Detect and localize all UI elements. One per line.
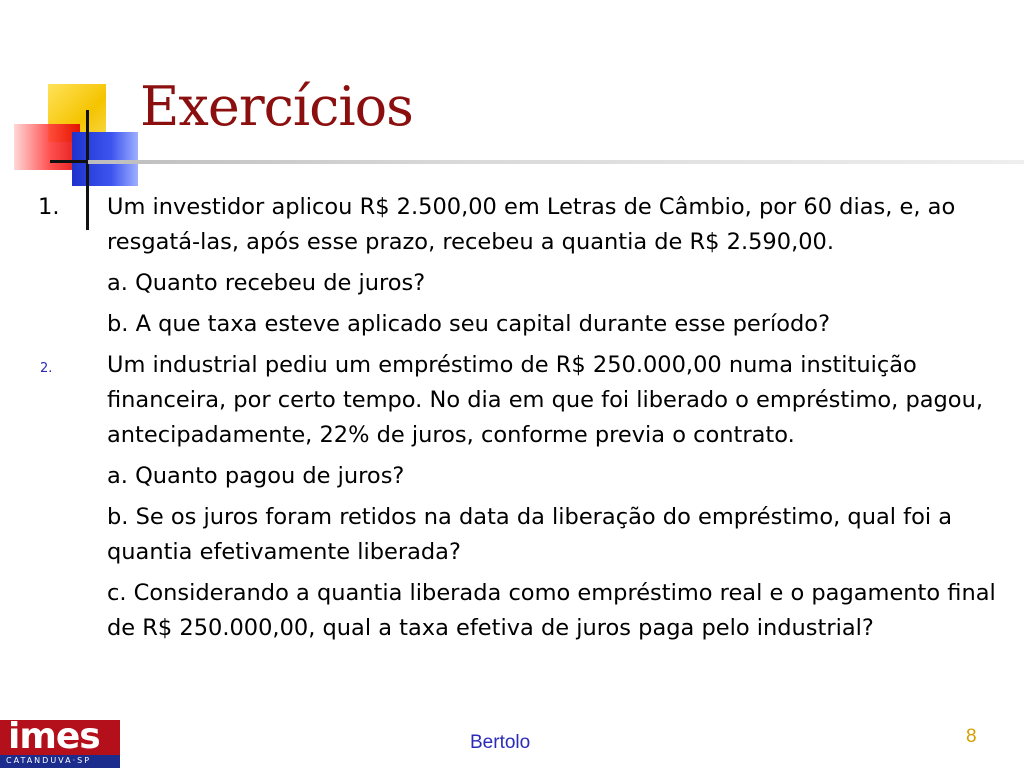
exercise-1 [0, 190, 1024, 342]
footer-author: Bertolo [470, 732, 531, 753]
exercise-list [0, 190, 1024, 652]
exercise-text: Um investidor aplicou R$ 2.500,00 em Letras de Câmbio, por 60 dias, e, ao resgatá-las, após esse prazo, recebeu a quantia de R$ 2.590,00. [107, 194, 956, 255]
imes-logo [0, 716, 120, 768]
page-number: 8 [966, 726, 977, 747]
exercise-text: Um industrial pediu um empréstimo de R$ 250.000,00 numa instituição financeira, por certo tempo. No dia em que foi liberado o empréstimo, pagou, antecipadamente, 22% de juros, conforme previa o contrato. [107, 352, 983, 448]
logo-text: imes [8, 716, 100, 757]
title-divider [88, 160, 1024, 164]
exercise-number: 1. [38, 194, 60, 220]
sub-question: c. Considerando a quantia liberada como empréstimo real e o pagamento final de R$ 250.000,00, qual a taxa efetiva de juros paga pelo industrial? [107, 580, 996, 641]
red-square [14, 124, 80, 170]
sub-question: a. Quanto pagou de juros? [107, 463, 405, 489]
sub-question: b. A que taxa esteve aplicado seu capital durante esse período? [107, 311, 831, 337]
exercise-2 [0, 348, 1024, 646]
sub-question: b. Se os juros foram retidos na data da liberação do empréstimo, qual foi a quantia efetivamente liberada? [107, 504, 953, 565]
exercise-number: 2. [40, 361, 53, 376]
blue-square [72, 132, 138, 186]
sub-question: a. Quanto recebeu de juros? [107, 270, 426, 296]
slide-title: Exercícios [140, 75, 413, 138]
logo-subtext: CATANDUVA·SP [6, 756, 92, 765]
